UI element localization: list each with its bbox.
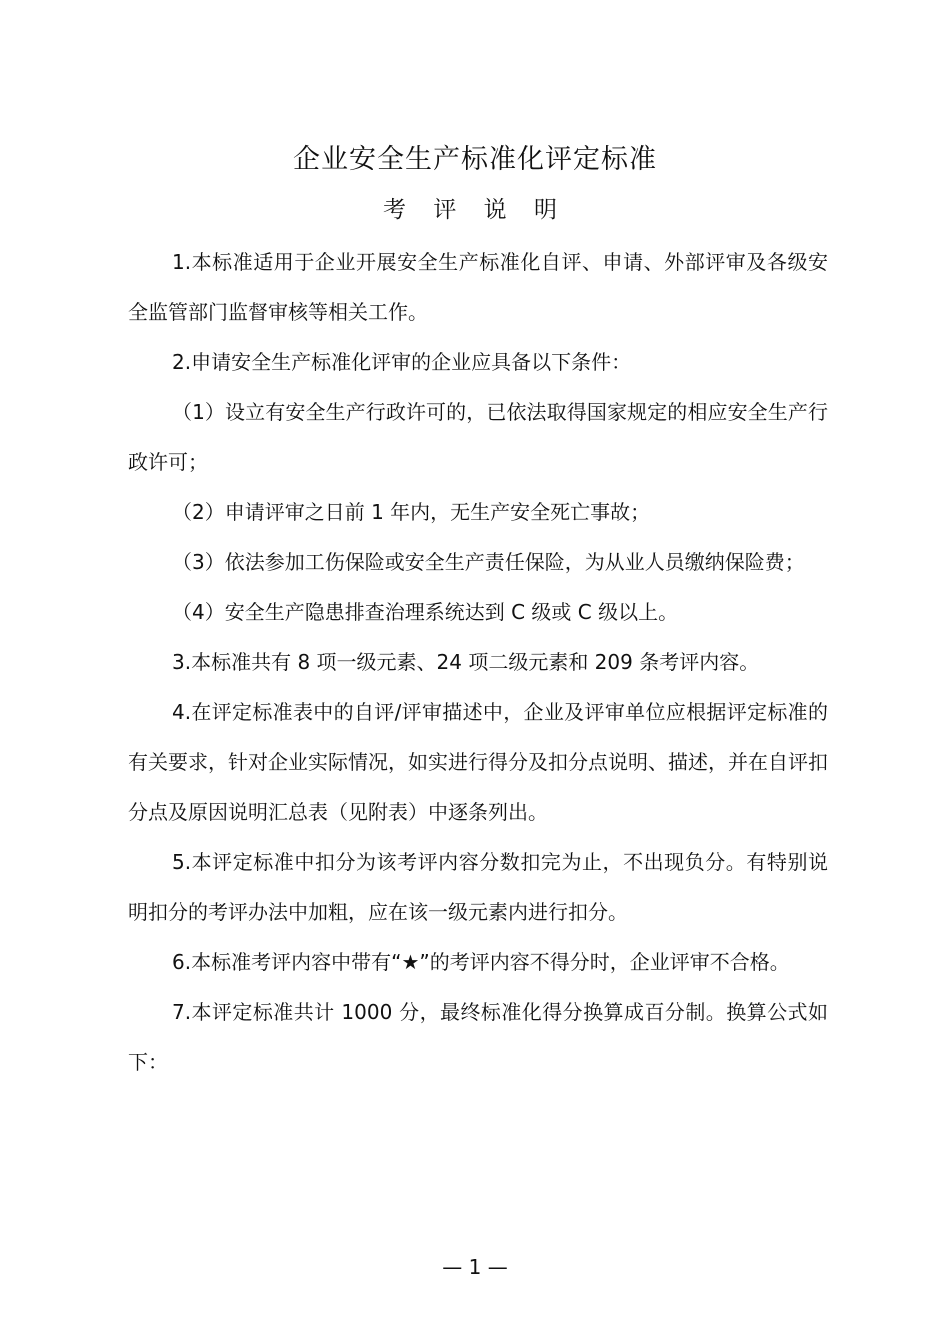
paragraph-2-item-3: （3）依法参加工伤保险或安全生产责任保险，为从业人员缴纳保险费； xyxy=(172,550,805,574)
paragraph-7: 7.本评定标准共计 1000 分，最终标准化得分换算成百分制。换算公式如下： xyxy=(128,1000,828,1074)
document-body xyxy=(128,237,828,1087)
paragraph-3: 3.本标准共有 8 项一级元素、24 项二级元素和 209 条考评内容。 xyxy=(172,650,760,674)
document-subtitle: 考 评 说 明 xyxy=(383,197,567,223)
paragraph-2-item-4: （4）安全生产隐患排查治理系统达到 C 级或 C 级以上。 xyxy=(172,600,679,624)
paragraph-1: 1.本标准适用于企业开展安全生产标准化自评、申请、外部评审及各级安全监管部门监督审核等相关工作。 xyxy=(128,250,828,324)
paragraph-5: 5.本评定标准中扣分为该考评内容分数扣完为止，不出现负分。有特别说明扣分的考评办法中加粗，应在该一级元素内进行扣分。 xyxy=(128,850,828,924)
paragraph-6: 6.本标准考评内容中带有“★”的考评内容不得分时，企业评审不合格。 xyxy=(172,950,790,974)
paragraph-2-item-2: （2）申请评审之日前 1 年内，无生产安全死亡事故； xyxy=(172,500,651,524)
paragraph-2-item-1: （1）设立有安全生产行政许可的，已依法取得国家规定的相应安全生产行政许可； xyxy=(128,400,828,474)
page-number: — 1 — xyxy=(442,1255,508,1279)
paragraph-4: 4.在评定标准表中的自评/评审描述中，企业及评审单位应根据评定标准的有关要求，针对企业实际情况，如实进行得分及扣分点说明、描述，并在自评扣分点及原因说明汇总表（见附表）中逐条列出。 xyxy=(128,700,828,824)
document-title: 企业安全生产标准化评定标准 xyxy=(293,144,657,175)
paragraph-2: 2.申请安全生产标准化评审的企业应具备以下条件： xyxy=(172,350,632,374)
